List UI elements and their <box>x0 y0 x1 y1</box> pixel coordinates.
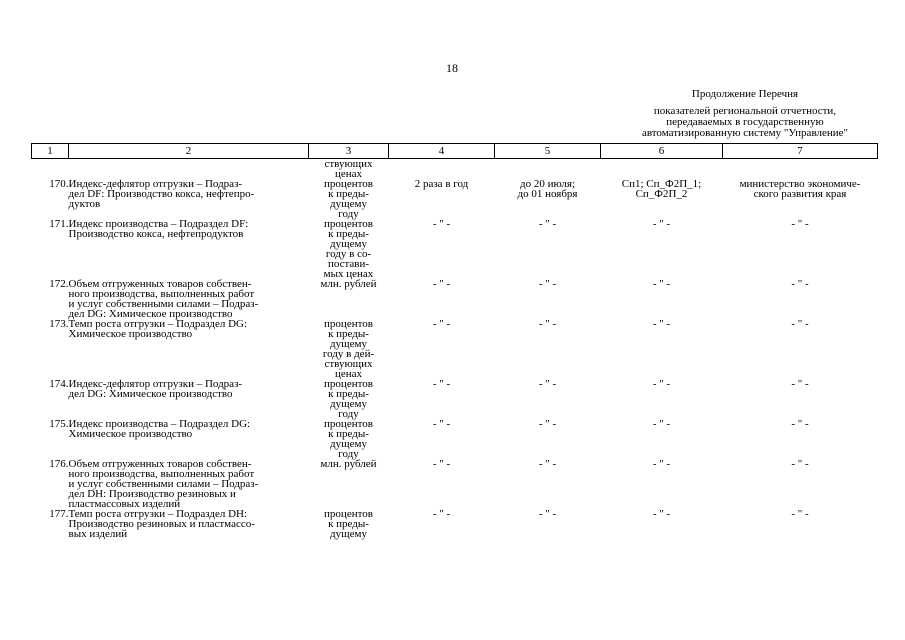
table-row <box>32 219 878 279</box>
unit-cell: процентов к преды- дущему году <box>324 418 373 460</box>
table-row <box>32 379 878 419</box>
indicator-name-cell: Индекс-дефлятор отгрузки – Подраз- дел DF: Производство кокса, нефтепро- дуктов <box>68 178 255 210</box>
column-header: 5 <box>495 144 601 159</box>
form-cell: - " - <box>652 378 671 390</box>
indicator-name-cell: Индекс производства – Подраздел DG: Химическое производство <box>68 418 251 440</box>
unit-cell: ствующих ценах <box>324 158 373 180</box>
row-number-cell: 173. <box>49 318 69 330</box>
table-row <box>32 319 878 379</box>
row-number-cell: 170. <box>49 178 69 190</box>
responsible-cell: - " - <box>791 378 809 390</box>
deadline-cell: - " - <box>538 318 557 330</box>
deadline-cell: - " - <box>538 378 557 390</box>
unit-cell: процентов к преды- дущему году в со- постави- мых ценах <box>323 218 374 280</box>
caption-line: показателей региональной отчетности, <box>653 105 837 117</box>
responsible-cell: - " - <box>791 458 809 470</box>
deadline-cell: - " - <box>538 458 557 470</box>
row-number-cell: 171. <box>49 218 69 230</box>
column-header: 2 <box>69 144 309 159</box>
unit-cell: млн. рублей <box>320 278 377 290</box>
form-cell: - " - <box>652 508 671 520</box>
form-cell: - " - <box>652 318 671 330</box>
period-cell: - " - <box>432 418 451 430</box>
unit-cell: процентов к преды- дущему году в дей- ствующих ценах <box>322 318 375 380</box>
responsible-cell: - " - <box>791 418 809 430</box>
caption-line: передаваемых в государственную <box>666 116 824 128</box>
list-continuation-caption <box>600 89 890 139</box>
column-number-header-row <box>32 144 878 159</box>
row-number-cell: 177. <box>49 508 69 520</box>
unit-cell: млн. рублей <box>320 458 377 470</box>
responsible-cell: - " - <box>791 318 809 330</box>
responsible-cell: - " - <box>791 218 809 230</box>
column-header: 1 <box>32 144 69 159</box>
page-number: 18 <box>446 61 458 75</box>
column-header: 6 <box>601 144 723 159</box>
deadline-cell: - " - <box>538 508 557 520</box>
table-row <box>32 279 878 319</box>
table-row <box>32 459 878 509</box>
deadline-cell: - " - <box>538 218 557 230</box>
indicator-name-cell: Объем отгруженных товаров собствен- ного производства, выполненных работ и услуг собственными силами – Подраз- дел DH: Производство резиновых и пластмассовых изделий <box>68 458 259 510</box>
continuation-row <box>32 159 878 180</box>
deadline-cell: - " - <box>538 418 557 430</box>
period-cell: 2 раза в год <box>414 178 469 190</box>
indicators-table <box>31 143 878 539</box>
deadline-cell: до 20 июля; до 01 ноября <box>517 178 578 200</box>
period-cell: - " - <box>432 218 451 230</box>
period-cell: - " - <box>432 278 451 290</box>
form-cell: - " - <box>652 458 671 470</box>
unit-cell: процентов к преды- дущему году <box>324 178 373 220</box>
row-number-cell: 175. <box>49 418 69 430</box>
indicator-name-cell: Темп роста отгрузки – Подраздел DH: Производство резиновых и пластмассо- вых изделий <box>68 508 255 540</box>
column-header: 4 <box>389 144 495 159</box>
indicator-name-cell: Индекс-дефлятор отгрузки – Подраз- дел DG: Химическое производство <box>68 378 243 400</box>
responsible-cell: - " - <box>791 278 809 290</box>
responsible-cell: - " - <box>791 508 809 520</box>
form-cell: - " - <box>652 418 671 430</box>
indicator-name-cell: Индекс производства – Подраздел DF: Производство кокса, нефтепродуктов <box>68 218 249 240</box>
form-cell: - " - <box>652 278 671 290</box>
column-header: 7 <box>723 144 878 159</box>
table-row <box>32 419 878 459</box>
caption-title: Продолжение Перечня <box>691 88 799 100</box>
deadline-cell: - " - <box>538 278 557 290</box>
period-cell: - " - <box>432 508 451 520</box>
indicator-name-cell: Темп роста отгрузки – Подраздел DG: Химическое производство <box>68 318 248 340</box>
table-body <box>32 159 878 540</box>
table-row <box>32 509 878 539</box>
row-number-cell: 172. <box>49 278 69 290</box>
responsible-cell: министерство экономиче- ского развития края <box>739 178 861 200</box>
period-cell: - " - <box>432 378 451 390</box>
unit-cell: процентов к преды- дущему году <box>324 378 373 420</box>
form-cell: Сп1; Сп_Ф2П_1; Сп_Ф2П_2 <box>621 178 702 200</box>
form-cell: - " - <box>652 218 671 230</box>
indicator-name-cell: Объем отгруженных товаров собствен- ного производства, выполненных работ и услуг собственными силами – Подраз- дел DG: Химическое производство <box>68 278 259 320</box>
caption-line: автоматизированную систему "Управление" <box>641 127 849 139</box>
table-row <box>32 179 878 219</box>
column-header: 3 <box>309 144 389 159</box>
period-cell: - " - <box>432 318 451 330</box>
unit-cell: процентов к преды- дущему <box>324 508 373 540</box>
period-cell: - " - <box>432 458 451 470</box>
row-number-cell: 174. <box>49 378 69 390</box>
row-number-cell: 176. <box>49 458 69 470</box>
